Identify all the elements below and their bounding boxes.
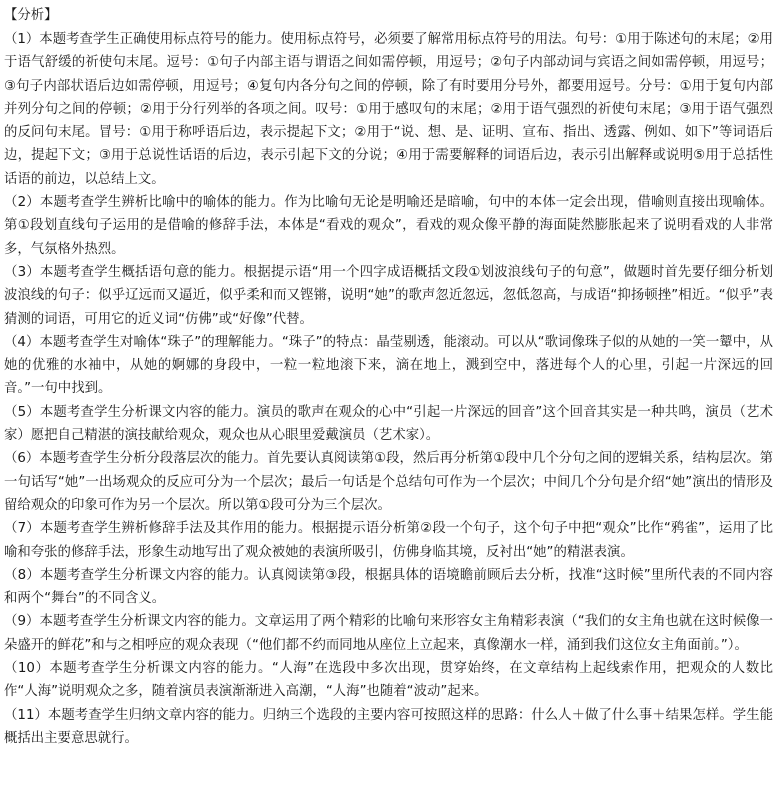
- analysis-item-5: （5）本题考查学生分析课文内容的能力。演员的歌声在观众的心中“引起一片深远的回音”这个回音其实是一种共鸣，演员（艺术家）愿把自己精湛的演技献给观众，观众也从心眼里爱戴演员（艺术家）。: [4, 404, 773, 444]
- analysis-heading: 【分析】: [4, 8, 58, 23]
- analysis-item-2: （2）本题考查学生辨析比喻中的喻体的能力。作为比喻句无论是明喻还是暗喻，句中的本体一定会出现，借喻则直接出现喻体。第①段划直线句子运用的是借喻的修辞手法，本体是“看戏的观众”，看戏的观众像平静的海面陡然膨胀起来了说明看戏的人非常多，气氛格外热烈。: [4, 195, 773, 257]
- analysis-item-9: （9）本题考查学生分析课文内容的能力。文章运用了两个精彩的比喻句来形容女主角精彩表演（“我们的女主角也就在这时候像一朵盛开的鲜花”和与之相呼应的观众表现（“他们都不约而同地从座位上立起来，真像潮水一样，涌到我们这位女主角面前。”）。: [4, 614, 773, 653]
- analysis-item-8: （8）本题考查学生分析课文内容的能力。认真阅读第③段，根据具体的语境瞻前顾后去分析，找准“这时候”里所代表的不同内容和两个“舞台”的不同含义。: [4, 567, 773, 607]
- analysis-item-11: （11）本题考查学生归纳文章内容的能力。归纳三个选段的主要内容可按照这样的思路：什么人＋做了什么事＋结果怎样。学生能概括出主要意思就行。: [4, 707, 773, 746]
- analysis-item-1: （1）本题考查学生正确使用标点符号的能力。使用标点符号，必须要了解常用标点符号的用法。句号：①用于陈述句的末尾；②用于语气舒缓的祈使句末尾。逗号：①句子内部主语与谓语之间如需停顿，用逗号；②句子内部动词与宾语之间如需停顿，用逗号；③句子内部状语后边如需停顿，用逗号；④复句内各分句之间的停顿，除了有时要用分号外，都要用逗号。分号：①用于复句内部并列分句之间的停顿；②用于分行列举的各项之间。叹号：①用于感叹句的末尾；②用于语气强烈的祈使句末尾；③用于语气强烈的反问句末尾。冒号：①用于称呼语后边，表示提起下文；②用于“说、想、是、证明、宣布、指出、透露、例如、如下”等词语后边，提起下文；③用于总说性话语的后边，表示引起下文的分说；④用于需要解释的词语后边，表示引出解释或说明⑤用于总括性话语的前边，以总结上文。: [4, 32, 774, 187]
- analysis-item-6: （6）本题考查学生分析分段落层次的能力。首先要认真阅读第①段，然后再分析第①段中几个分句之间的逻辑关系，结构层次。第一句话写“她”一出场观众的反应可分为一个层次；最后一句话是个总结句可作为一个层次；中间几个分句是介绍“她”演出的情形及留给观众的印象可作为另一个层次。所以第①段可分为三个层次。: [4, 451, 774, 513]
- analysis-item-10: （10）本题考查学生分析课文内容的能力。“人海”在选段中多次出现，贯穿始终，在文章结构上起线索作用，把观众的人数比作“人海”说明观众之多，随着演员表演渐渐进入高潮，“人海”也随着“波动”起来。: [4, 661, 773, 700]
- analysis-item-7: （7）本题考查学生辨析修辞手法及其作用的能力。根据提示语分析第②段一个句子，这个句子中把“观众”比作“鸦雀”，运用了比喻和夸张的修辞手法，形象生动地写出了观众被她的表演所吸引，仿佛身临其境，反衬出“她”的精湛表演。: [4, 521, 773, 560]
- analysis-item-4: （4）本题考查学生对喻体“珠子”的理解能力。“珠子”的特点：晶莹剔透，能滚动。可以从“歌词像珠子似的从她的一笑一颦中，从她的优雅的水袖中，从她的婀娜的身段中，一粒一粒地滚下来，滴在地上，溅到空中，落进每个人的心里，引起一片深远的回音。”一句中找到。: [4, 334, 773, 397]
- analysis-item-3: （3）本题考查学生概括语句意的能力。根据提示语“用一个四字成语概括文段①划波浪线句子的句意”，做题时首先要仔细分析划波浪线的句子：似乎辽远而又逼近，似乎柔和而又铿锵，说明“她”的歌声忽近忽远，忽低忽高，与成语“抑扬顿挫”相近。“似乎”表猜测的词语，可用它的近义词“仿佛”或“好像”代替。: [4, 264, 773, 327]
